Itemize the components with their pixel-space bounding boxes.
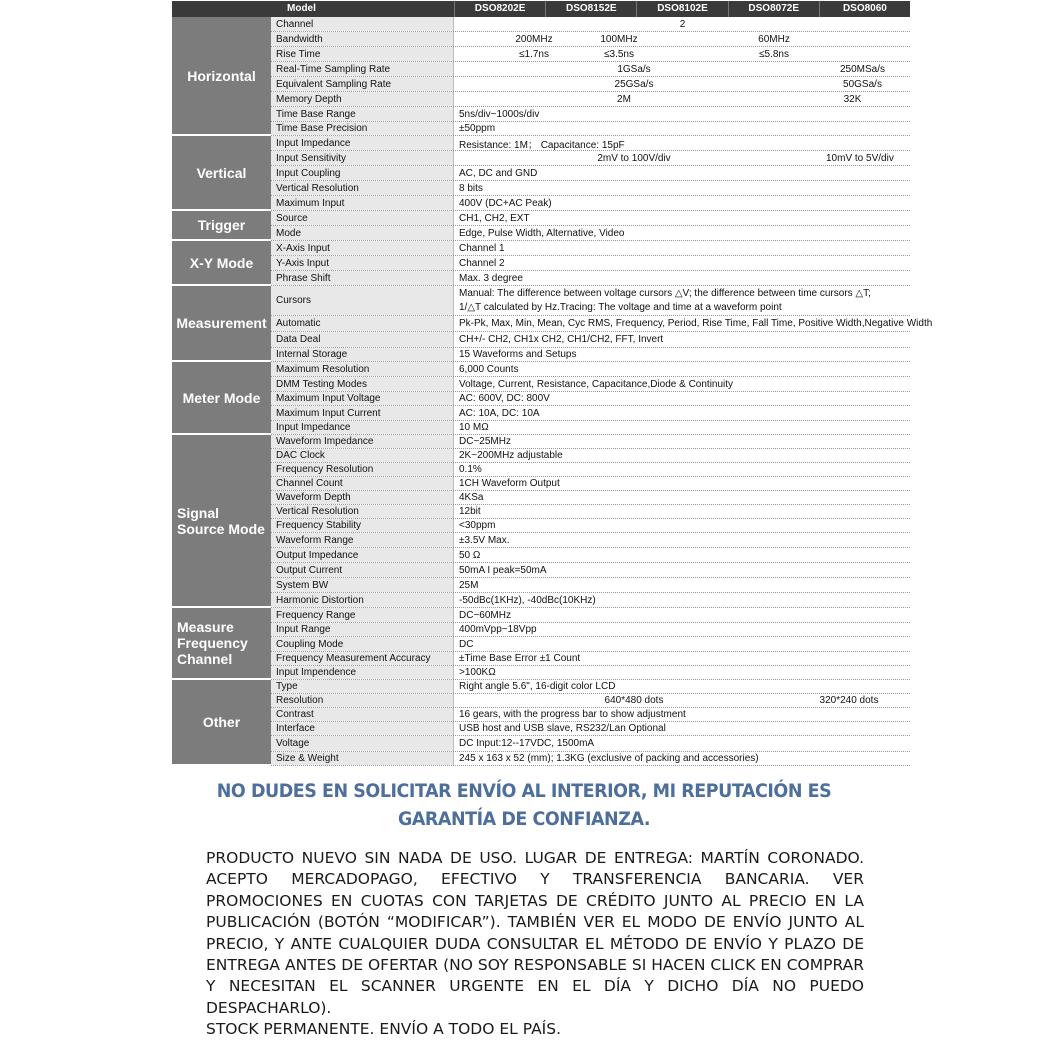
spec-group <box>172 608 910 680</box>
param-label: Input Sensitivity <box>271 151 454 165</box>
param-value: 10mV to 5V/div <box>826 152 894 164</box>
param-label: Automatic <box>271 316 454 331</box>
table-row <box>271 107 910 122</box>
param-value: 2mV to 100V/div <box>597 152 671 164</box>
param-label: Output Impedance <box>271 548 454 562</box>
param-label: Voltage <box>271 736 454 751</box>
table-row <box>271 435 910 449</box>
table-row <box>271 477 910 491</box>
param-value: 4KSa <box>459 492 484 503</box>
param-value: CH+/- CH2, CH1x CH2, CH1/CH2, FFT, Invert <box>459 334 664 345</box>
table-row <box>271 122 910 136</box>
param-value: 12bit <box>459 506 481 517</box>
param-label: Cursors <box>271 286 454 315</box>
description-paragraph: PRODUCTO NUEVO SIN NADA DE USO. LUGAR DE ENTREGA: MARTÍN CORONADO. ACEPTO MERCADOPAGO, EFECTIVO Y TRANSFERENCIA BANCARIA. VER PROMOCIONES EN CUOTAS CON TARJETAS DE CRÉDITO JUNTO AL PRECIO EN LA PUBLICACIÓN (BOTÓN “MODIFICAR”). TAMBIÉN VER EL MODO DE ENVÍO JUNTO AL PRECIO, Y ANTE CUALQUIER DUDA CONSULTAR EL MÉTODO DE ENVÍO Y PLAZO DE ENTREGA ANTES DE OFERTAR (NO SOY RESPONSABLE SI HACEN CLICK EN COMPRAR Y NECESITAN EL SCANNER URGENTE EN EL DÍA Y DICHO DÍA NO PUEDO DESPACHARLO). <box>206 849 864 1017</box>
param-value: Edge, Pulse Width, Alternative, Video <box>459 227 625 239</box>
param-value: DC Input:12--17VDC, 1500mA <box>459 738 595 749</box>
param-label: Maximum Input <box>271 196 454 210</box>
table-row <box>271 271 910 286</box>
table-row <box>271 463 910 477</box>
param-label: System BW <box>271 578 454 592</box>
param-value: Voltage, Current, Resistance, Capacitance,Diode & Continuity <box>459 378 734 390</box>
param-label: DMM Testing Modes <box>271 377 454 391</box>
table-row <box>271 286 910 316</box>
param-label: Frequency Range <box>271 608 454 622</box>
spec-group <box>172 286 933 362</box>
table-row <box>271 533 910 548</box>
group-label: X-Y Mode <box>172 241 271 286</box>
table-row <box>271 47 910 62</box>
param-label: Maximum Resolution <box>271 362 454 376</box>
param-value: 25GSa/s <box>614 78 654 90</box>
param-value: AC, DC and GND <box>459 167 538 179</box>
param-value: ±50ppm <box>459 123 496 134</box>
param-value: 2M <box>617 93 631 105</box>
table-row <box>271 348 910 362</box>
param-label: Maximum Input Voltage <box>271 392 454 405</box>
table-row <box>271 548 910 563</box>
param-value: 32K <box>843 93 862 105</box>
param-value: 320*240 dots <box>819 695 879 706</box>
param-value: 15 Waveforms and Setups <box>459 349 577 360</box>
table-row <box>271 752 910 766</box>
param-label: Input Range <box>271 623 454 636</box>
param-label: Waveform Range <box>271 533 454 547</box>
param-value: 16 gears, with the progress bar to show adjustment <box>459 709 686 720</box>
table-row <box>271 406 910 421</box>
table-row <box>271 377 910 392</box>
table-row <box>271 316 933 332</box>
param-label: DAC Clock <box>271 449 454 462</box>
param-value: Channel 1 <box>459 242 505 254</box>
param-label: Bandwidth <box>271 32 454 46</box>
param-label: Waveform Impedance <box>271 435 454 448</box>
param-label: Interface <box>271 722 454 735</box>
param-label: Harmonic Distortion <box>271 593 454 607</box>
param-value: 60MHz <box>758 33 790 45</box>
param-label: Frequency Resolution <box>271 463 454 476</box>
table-row <box>271 505 910 519</box>
param-value: 50GSa/s <box>843 78 882 90</box>
spec-table <box>172 1 933 766</box>
table-row <box>271 241 910 256</box>
table-row <box>271 578 910 593</box>
param-label: Mode <box>271 226 454 240</box>
param-value: 10 MΩ <box>459 422 489 433</box>
param-value: USB host and USB slave, RS232/Lan Optional <box>459 723 666 734</box>
table-row <box>271 623 910 637</box>
group-label: Trigger <box>172 211 271 241</box>
param-label: Memory Depth <box>271 92 454 106</box>
param-value: DC~25MHz <box>459 436 511 447</box>
param-label: Frequency Measurement Accuracy <box>271 652 454 665</box>
table-row <box>271 694 910 708</box>
table-row <box>271 211 910 226</box>
param-label: Channel Count <box>271 477 454 490</box>
table-row <box>271 256 910 271</box>
param-value: DC~60MHz <box>459 609 511 621</box>
table-row <box>271 196 910 211</box>
param-value: Manual: The difference between voltage cursors △V; the difference between time cursors △T; <box>459 287 871 299</box>
param-label: Phrase Shift <box>271 271 454 285</box>
param-value: CH1, CH2, EXT <box>459 212 530 224</box>
param-value: DC <box>459 638 474 650</box>
param-label: Data Deal <box>271 332 454 347</box>
param-label: Maximum Input Current <box>271 406 454 420</box>
table-row <box>271 421 910 435</box>
table-row <box>271 652 910 666</box>
param-value: 6,000 Counts <box>459 363 519 375</box>
param-label: Input Impendence <box>271 666 454 679</box>
spec-group <box>172 211 910 241</box>
table-row <box>271 166 910 181</box>
param-value: 1/△T calculated by Hz.Tracing: The voltage and time at a waveform point <box>459 302 782 314</box>
param-value: 245 x 163 x 52 (mm); 1.3KG (exclusive of packing and accessories) <box>459 753 759 764</box>
param-label: Resolution <box>271 694 454 707</box>
param-label: Contrast <box>271 708 454 721</box>
param-label: Y-Axis Input <box>271 256 454 270</box>
param-value: Max. 3 degree <box>459 272 523 284</box>
param-value: 640*480 dots <box>604 695 664 706</box>
param-value: 2 <box>679 18 686 30</box>
description-last-line: STOCK PERMANENTE. ENVÍO A TODO EL PAÍS. <box>206 1020 562 1039</box>
table-row <box>271 491 910 505</box>
param-value: Resistance: 1M； Capacitance: 15pF <box>459 139 625 151</box>
param-value: ±Time Base Error ±1 Count <box>459 653 581 664</box>
param-value: Channel 2 <box>459 257 505 269</box>
param-value: -50dBc(1KHz), -40dBc(10KHz) <box>459 594 596 606</box>
param-label: Waveform Depth <box>271 491 454 504</box>
spec-group <box>172 362 910 435</box>
param-label: Vertical Resolution <box>271 181 454 195</box>
param-label: Rise Time <box>271 47 454 61</box>
param-label: Internal Storage <box>271 348 454 361</box>
product-description <box>206 848 864 1041</box>
param-label: Channel <box>271 17 454 31</box>
model-column: DSO8202E <box>454 1 545 17</box>
param-value: <30ppm <box>459 520 496 531</box>
group-label: Measurement <box>172 286 271 362</box>
param-value: 1CH Waveform Output <box>459 478 560 489</box>
param-value: 50 Ω <box>459 549 481 561</box>
model-column: DSO8060 <box>819 1 910 17</box>
param-value: 5ns/div~1000s/div <box>459 108 540 120</box>
param-value: ≤1.7ns <box>519 48 549 60</box>
table-row <box>271 392 910 406</box>
param-value: Pk-Pk, Max, Min, Mean, Cyc RMS, Frequency, Period, Rise Time, Fall Time, Positive Width,Negative Width <box>459 318 933 329</box>
table-row <box>271 151 910 166</box>
group-label: Vertical <box>172 136 271 211</box>
param-value: Right angle 5.6", 16-digit color LCD <box>459 681 616 692</box>
param-label: Output Current <box>271 563 454 577</box>
group-label: Other <box>172 680 271 766</box>
spec-group <box>172 136 910 211</box>
table-row <box>271 722 910 736</box>
table-row <box>271 17 910 32</box>
banner-line: GARANTÍA DE CONFIANZA. <box>397 808 651 830</box>
group-label: Horizontal <box>172 17 271 136</box>
table-row <box>271 666 910 680</box>
param-value: 2K~200MHz adjustable <box>459 450 563 461</box>
param-value: AC: 600V, DC: 800V <box>459 393 550 404</box>
param-value: 0.1% <box>459 464 482 475</box>
model-column: DSO8072E <box>728 1 819 17</box>
banner-line: NO DUDES EN SOLICITAR ENVÍO AL INTERIOR, MI REPUTACIÓN ES <box>216 780 832 802</box>
param-label: X-Axis Input <box>271 241 454 255</box>
param-label: Input Impedance <box>271 421 454 434</box>
table-row <box>271 680 910 694</box>
param-value: 8 bits <box>459 182 483 194</box>
param-value: 250MSa/s <box>839 63 886 75</box>
table-row <box>271 608 910 623</box>
param-value: ≤3.5ns <box>604 48 634 60</box>
table-row <box>271 32 910 47</box>
param-label: Coupling Mode <box>271 637 454 651</box>
param-label: Input Coupling <box>271 166 454 180</box>
param-value: AC: 10A, DC: 10A <box>459 407 540 419</box>
table-row <box>271 136 910 151</box>
model-column: DSO8152E <box>545 1 636 17</box>
param-value: >100KΩ <box>459 667 496 678</box>
param-value: 400mVpp~18Vpp <box>459 624 537 635</box>
param-label: Size & Weight <box>271 752 454 765</box>
table-row <box>271 62 910 77</box>
spec-group <box>172 435 910 608</box>
param-value: 200MHz <box>515 33 553 45</box>
param-value: 1GSa/s <box>617 63 651 75</box>
param-label: Equivalent Sampling Rate <box>271 77 454 91</box>
param-label: Vertical Resolution <box>271 505 454 518</box>
table-row <box>271 226 910 241</box>
group-label: Meter Mode <box>172 362 271 435</box>
table-row <box>271 92 910 107</box>
table-row <box>271 362 910 377</box>
param-label: Time Base Precision <box>271 122 454 135</box>
param-label: Input Impedance <box>271 136 454 150</box>
model-column: DSO8102E <box>636 1 727 17</box>
param-value: ≤5.8ns <box>759 48 789 60</box>
param-value: 25M <box>459 579 479 591</box>
param-label: Frequency Stability <box>271 519 454 532</box>
table-row <box>271 519 910 533</box>
table-row <box>271 332 910 348</box>
spec-groups <box>172 17 933 766</box>
spec-group <box>172 17 910 136</box>
param-value: 50mA I peak=50mA <box>459 564 547 576</box>
table-row <box>271 181 910 196</box>
param-value: 400V (DC+AC Peak) <box>459 197 552 209</box>
promo-banner <box>42 777 1006 833</box>
table-header <box>172 1 910 17</box>
table-row <box>271 593 910 608</box>
param-value: ±3.5V Max. <box>459 534 510 546</box>
param-label: Real-Time Sampling Rate <box>271 62 454 76</box>
spec-group <box>172 241 910 286</box>
table-row <box>271 77 910 92</box>
param-label: Type <box>271 680 454 693</box>
table-row <box>271 708 910 722</box>
spec-group <box>172 680 910 766</box>
table-row <box>271 637 910 652</box>
table-row <box>271 449 910 463</box>
group-label: Measure Frequency Channel <box>172 608 271 680</box>
table-row <box>271 736 910 752</box>
group-label: Signal Source Mode <box>172 435 271 608</box>
table-row <box>271 563 910 578</box>
param-label: Time Base Range <box>271 107 454 121</box>
model-header-label: Model <box>287 3 316 14</box>
param-label: Source <box>271 211 454 225</box>
param-value: 100MHz <box>600 33 638 45</box>
